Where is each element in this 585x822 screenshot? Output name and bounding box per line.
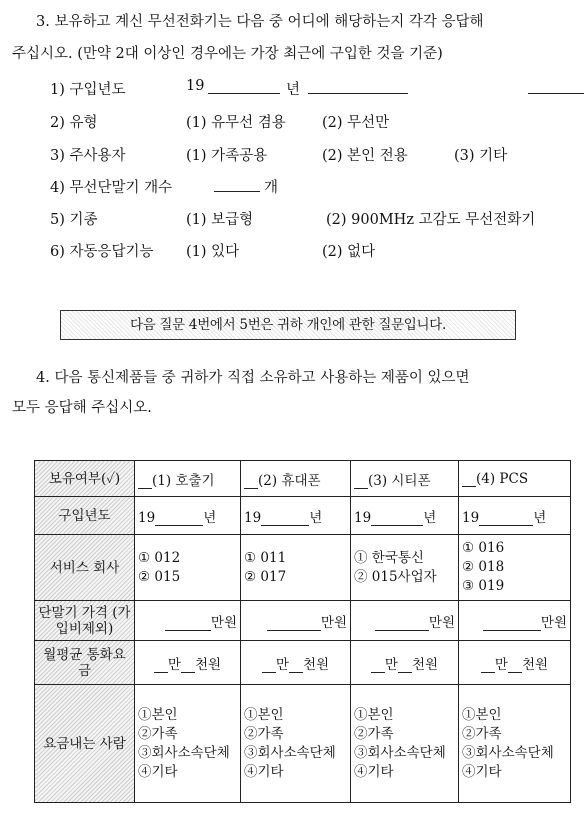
service-cell [241, 535, 351, 601]
payer-option[interactable]: ③회사소속단체 [138, 744, 230, 761]
price-cell[interactable]: 만원 [459, 601, 571, 641]
question-3-line-1: 3. 보유하고 계신 무선전화기는 다음 중 어디에 해당하는지 각각 응답해 [36, 14, 484, 30]
payer-option[interactable]: ③회사소속단체 [244, 744, 336, 761]
price-cell[interactable]: 만원 [241, 601, 351, 641]
table-row [35, 601, 571, 641]
payer-option[interactable]: ④기타 [138, 763, 178, 780]
fee-cell[interactable]: 만 천원 [241, 641, 351, 685]
option-yes[interactable]: (1) 있다 [186, 244, 240, 260]
payer-option[interactable]: ②가족 [244, 725, 284, 742]
notice-box: 다음 질문 4번에서 5번은 귀하 개인에 관한 질문입니다. [60, 310, 516, 340]
question-4-line-2: 모두 응답해 주십시오. [12, 400, 152, 416]
question-3-line-2: 주십시오. (만약 2대 이상인 경우에는 가장 최근에 구입한 것을 기준) [12, 46, 443, 62]
payer-option[interactable]: ①본인 [138, 706, 178, 723]
payer-cell [459, 685, 571, 803]
payer-option[interactable]: ③회사소속단체 [354, 744, 446, 761]
row-header-year: 구입년도 [35, 497, 135, 535]
table-row [35, 535, 571, 601]
payer-cell [135, 685, 241, 803]
extra-blank [308, 78, 408, 94]
fee-cell[interactable]: 만 천원 [135, 641, 241, 685]
service-option[interactable]: ② 015 [138, 568, 181, 585]
fee-cell[interactable]: 만 천원 [459, 641, 571, 685]
table-row [35, 497, 571, 535]
fee-cell[interactable]: 만 천원 [351, 641, 459, 685]
product-table [34, 460, 571, 803]
service-option[interactable]: ② 015사업자 [354, 568, 437, 585]
product-label: (2) 휴대폰 [258, 472, 321, 489]
product-cell-cityphone[interactable] [351, 461, 459, 497]
item-label: 4) 무선단말기 개수 [50, 180, 173, 196]
year-cell[interactable]: 19 년 [459, 497, 571, 535]
item-label: 6) 자동응답기능 [50, 244, 154, 260]
payer-option[interactable]: ①본인 [354, 706, 394, 723]
row-header-price: 단말기 가격 (가입비제외) [35, 601, 135, 641]
service-option[interactable]: ① 한국통신 [354, 549, 424, 566]
option-wired-wireless[interactable]: (1) 유무선 겸용 [186, 115, 286, 131]
payer-cell [241, 685, 351, 803]
service-option[interactable]: ① 016 [462, 540, 505, 556]
product-cell-pager[interactable] [135, 461, 241, 497]
table-row [35, 461, 571, 497]
service-option[interactable]: ① 012 [138, 549, 181, 566]
payer-option[interactable]: ②가족 [354, 725, 394, 742]
table-row [35, 641, 571, 685]
payer-option[interactable]: ①본인 [244, 706, 284, 723]
count-unit: 개 [264, 180, 279, 196]
item-label: 2) 유형 [50, 115, 98, 131]
row-header-payer: 요금내는 사람 [35, 685, 135, 803]
option-other[interactable]: (3) 기타 [454, 148, 508, 164]
item-label: 5) 기종 [50, 212, 98, 228]
service-option[interactable]: ③ 019 [462, 578, 505, 594]
option-wireless-only[interactable]: (2) 무선만 [322, 115, 390, 131]
count-blank[interactable] [214, 176, 260, 192]
product-label: (4) PCS [476, 470, 529, 487]
product-cell-pcs[interactable] [459, 461, 571, 497]
payer-option[interactable]: ④기타 [462, 763, 502, 780]
year-suffix: 년 [286, 82, 301, 98]
product-label: (3) 시티폰 [368, 472, 431, 489]
year-cell[interactable]: 19 년 [351, 497, 459, 535]
option-basic[interactable]: (1) 보급형 [186, 212, 254, 228]
product-cell-mobile[interactable] [241, 461, 351, 497]
payer-option[interactable]: ②가족 [138, 725, 178, 742]
option-family[interactable]: (1) 가족공용 [186, 148, 268, 164]
year-blank[interactable] [208, 78, 280, 94]
year-cell[interactable]: 19 년 [135, 497, 241, 535]
option-no[interactable]: (2) 없다 [322, 244, 376, 260]
service-option[interactable]: ② 018 [462, 559, 505, 575]
extra-blank-2 [528, 78, 584, 94]
price-cell[interactable]: 만원 [351, 601, 459, 641]
option-900mhz[interactable]: (2) 900MHz 고감도 무선전화기 [326, 212, 536, 228]
item-label: 1) 구입년도 [50, 82, 126, 98]
service-cell [135, 535, 241, 601]
service-option[interactable]: ① 011 [244, 549, 287, 566]
row-header-ownership: 보유여부(✓) [35, 461, 135, 497]
year-prefix: 19 [186, 78, 205, 94]
payer-option[interactable]: ④기타 [354, 763, 394, 780]
option-self[interactable]: (2) 본인 전용 [322, 148, 408, 164]
price-cell[interactable]: 만원 [135, 601, 241, 641]
service-option[interactable]: ② 017 [244, 568, 287, 585]
payer-option[interactable]: ③회사소속단체 [462, 744, 554, 761]
table-row [35, 685, 571, 803]
year-cell[interactable]: 19 년 [241, 497, 351, 535]
row-header-service: 서비스 회사 [35, 535, 135, 601]
service-cell [459, 535, 571, 601]
payer-option[interactable]: ④기타 [244, 763, 284, 780]
payer-option[interactable]: ①본인 [462, 706, 502, 723]
payer-option[interactable]: ②가족 [462, 725, 502, 742]
question-4-line-1: 4. 다음 통신제품들 중 귀하가 직접 소유하고 사용하는 제품이 있으면 [36, 370, 470, 386]
product-label: (1) 호출기 [152, 472, 215, 489]
item-label: 3) 주사용자 [50, 148, 126, 164]
service-cell [351, 535, 459, 601]
row-header-fee: 월평균 통화요금 [35, 641, 135, 685]
payer-cell [351, 685, 459, 803]
